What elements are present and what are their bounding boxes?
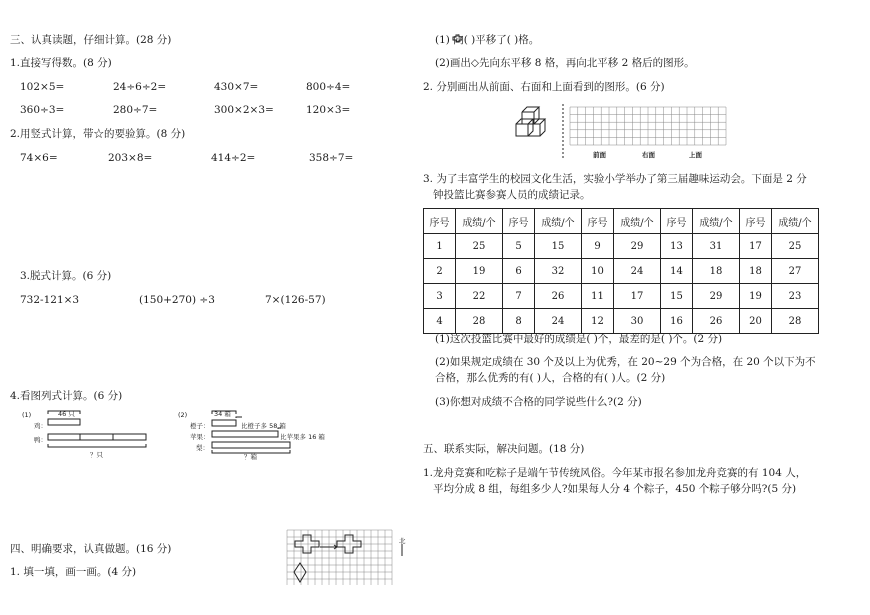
table-cell: 15 — [661, 284, 693, 309]
table-cell: 22 — [456, 284, 503, 309]
table-cell: 19 — [740, 284, 772, 309]
s4-q3-title-line1: 3. 为了丰富学生的校园文化生活，实验小学举办了第三届趣味运动会。下面是 2 分 — [423, 173, 807, 185]
fig2-row2-note: 比苹果多 16 箱 — [280, 433, 325, 441]
table-cell: 2 — [424, 259, 456, 284]
table-cell: 7 — [503, 284, 535, 309]
table-cell: 31 — [693, 234, 740, 259]
s4-q3-part2-line1: (2)如果规定成绩在 30 个及以上为优秀，在 20~29 个为合格，在 20 个以下为不 — [435, 356, 816, 368]
fig1-top-label: 46 只 — [58, 410, 75, 418]
table-row — [424, 259, 819, 284]
section4-title: 四、明确要求，认真做题。(16 分) — [10, 543, 172, 555]
table-cell: 14 — [661, 259, 693, 284]
fig2-top-label: 34 箱 — [214, 410, 231, 418]
table-cell: 1 — [424, 234, 456, 259]
table-cell: 18 — [693, 259, 740, 284]
table-header-cell: 序号 — [582, 209, 614, 234]
table-cell: 11 — [582, 284, 614, 309]
table-cell: 26 — [535, 284, 582, 309]
table-cell: 29 — [614, 234, 661, 259]
table-cell: 24 — [614, 259, 661, 284]
s4-q3-title-line2: 钟投篮比赛参赛人员的成绩记录。 — [433, 189, 591, 201]
table-row — [424, 234, 819, 259]
table-cell: 25 — [456, 234, 503, 259]
fig2-bottom-label: ？箱 — [244, 453, 257, 461]
table-cell: 5 — [503, 234, 535, 259]
q2-item: 74×6= — [20, 152, 58, 164]
q1-item: 430×7= — [214, 81, 259, 93]
s4-q3-part1: (1)这次投篮比赛中最好的成绩是( )个，最差的是( )个。(2 分) — [435, 333, 723, 345]
table-cell: 17 — [740, 234, 772, 259]
fig1-bottom-label: ？只 — [90, 451, 103, 459]
table-header-cell: 成绩/个 — [772, 209, 819, 234]
q3-item: (150+270) ÷3 — [139, 294, 215, 306]
section5-title: 五、联系实际，解决问题。(18 分) — [423, 443, 585, 455]
view-label-top: 上面 — [689, 151, 702, 159]
table-cell: 8 — [503, 309, 535, 334]
table-header-cell: 成绩/个 — [693, 209, 740, 234]
table-cell: 26 — [693, 309, 740, 334]
s4-q3-part2-line2: 合格，那么优秀的有( )人，合格的有( )人。(2 分) — [435, 372, 666, 384]
table-cell: 12 — [582, 309, 614, 334]
table-cell: 30 — [614, 309, 661, 334]
fig1-num: (1) — [22, 411, 32, 419]
table-row — [424, 284, 819, 309]
table-cell: 28 — [456, 309, 503, 334]
q1-item: 120×3= — [306, 104, 351, 116]
q3-item: 732-121×3 — [20, 294, 80, 306]
table-cell: 6 — [503, 259, 535, 284]
s5-q1-line1: 1.龙舟竞赛和吃粽子是端午节传统风俗。今年某市报名参加龙舟竞赛的有 104 人， — [423, 467, 807, 479]
table-cell: 3 — [424, 284, 456, 309]
table-cell: 9 — [582, 234, 614, 259]
table-cell: 16 — [661, 309, 693, 334]
s4-q3-part3: (3)你想对成绩不合格的同学说些什么?(2 分) — [435, 396, 642, 408]
q2-item: 203×8= — [108, 152, 153, 164]
results-table — [423, 208, 819, 334]
q3-title: 3.脱式计算。(6 分) — [20, 270, 112, 282]
table-cell: 4 — [424, 309, 456, 334]
table-cell: 20 — [740, 309, 772, 334]
table-header-cell: 序号 — [740, 209, 772, 234]
fig2-num: (2) — [178, 411, 188, 419]
fig2-row1-label: 橙子： — [190, 422, 210, 430]
q1-item: 102×5= — [20, 81, 65, 93]
s5-q1-line2: 平均分成 8 组，每组多少人?如果每人分 4 个粽子，450 个粽子够分吗?(5 分) — [433, 483, 797, 495]
north-label: 北 — [399, 537, 406, 545]
table-header-row — [424, 209, 819, 234]
table-cell: 18 — [740, 259, 772, 284]
table-header-cell: 成绩/个 — [535, 209, 582, 234]
table-cell: 28 — [772, 309, 819, 334]
section3-title: 三、认真读题，仔细计算。(28 分) — [10, 34, 172, 46]
q2-item: 414÷2= — [211, 152, 256, 164]
view-label-right: 右面 — [642, 151, 655, 159]
fig1-row2-label: 鸭： — [34, 436, 47, 444]
fig2-row3-label: 梨： — [196, 444, 209, 452]
table-cell: 10 — [582, 259, 614, 284]
table-cell: 25 — [772, 234, 819, 259]
table-cell: 23 — [772, 284, 819, 309]
s4-q1-part1: (1) 向( )平移了( )格。 — [435, 34, 540, 46]
q1-title: 1.直接写得数。(8 分) — [10, 57, 112, 69]
table-cell: 29 — [693, 284, 740, 309]
fig2-row2-label: 苹果： — [190, 433, 210, 441]
q1-item: 300×2×3= — [214, 104, 274, 116]
q2-title: 2.用竖式计算，带☆的要验算。(8 分) — [10, 128, 186, 140]
view-grid — [0, 0, 1, 1]
q3-item: 7×(126-57) — [265, 294, 326, 306]
table-header-cell: 序号 — [661, 209, 693, 234]
table-cell: 27 — [772, 259, 819, 284]
table-cell: 17 — [614, 284, 661, 309]
s4-q2-title: 2. 分别画出从前面、右面和上面看到的图形。(6 分) — [423, 81, 665, 93]
fig1-row1-label: 鸡： — [34, 422, 47, 430]
q2-item: 358÷7= — [309, 152, 354, 164]
table-row — [424, 309, 819, 334]
q4-title: 4.看图列式计算。(6 分) — [10, 390, 123, 402]
table-cell: 19 — [456, 259, 503, 284]
q1-item: 280÷7= — [113, 104, 158, 116]
q1-item: 360÷3= — [20, 104, 65, 116]
s4-q1-title: 1. 填一填，画一画。(4 分) — [10, 566, 137, 578]
q1-item: 24÷6÷2= — [113, 81, 167, 93]
table-cell: 13 — [661, 234, 693, 259]
table-cell: 15 — [535, 234, 582, 259]
table-header-cell: 序号 — [424, 209, 456, 234]
s4-q1-part2: (2)画出◇先向东平移 8 格，再向北平移 2 格后的图形。 — [435, 57, 695, 69]
q1-item: 800÷4= — [306, 81, 351, 93]
view-label-front: 前面 — [593, 151, 606, 159]
table-cell: 32 — [535, 259, 582, 284]
table-cell: 24 — [535, 309, 582, 334]
table-header-cell: 成绩/个 — [456, 209, 503, 234]
table-header-cell: 序号 — [503, 209, 535, 234]
table-header-cell: 成绩/个 — [614, 209, 661, 234]
fig2-row1-note: 比橙子多 58 箱 — [241, 422, 286, 430]
